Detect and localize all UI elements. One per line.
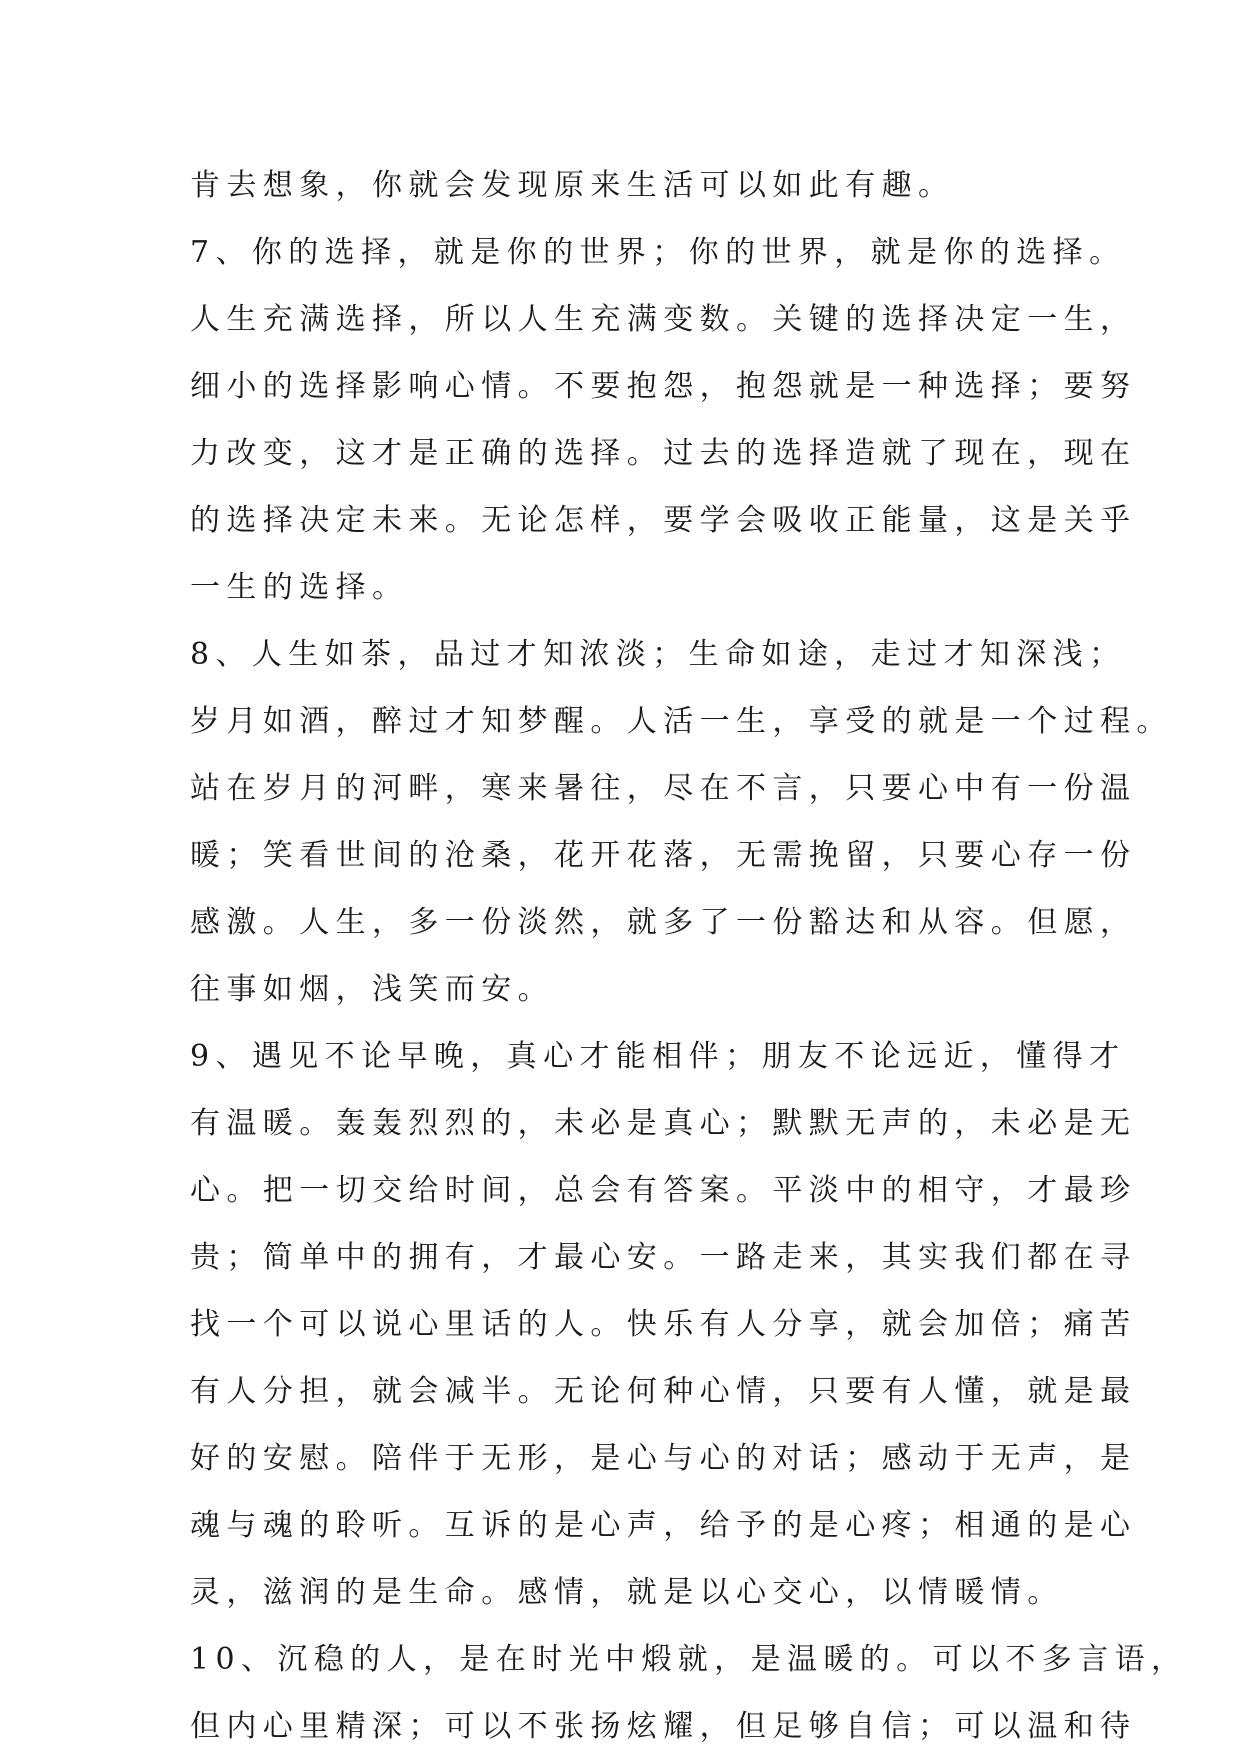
text-line: 站在岁月的河畔，寒来暑往，尽在不言，只要心中有一份温 <box>190 771 1137 806</box>
document-body <box>190 152 1188 1760</box>
text-line: 有温暖。轰轰烈烈的，未必是真心；默默无声的，未必是无 <box>190 1106 1137 1141</box>
text-line: 心。把一切交给时间，总会有答案。平淡中的相守，才最珍 <box>190 1173 1137 1208</box>
text-line: 10、沉稳的人，是在时光中煅就，是温暖的。可以不多言语， <box>190 1642 1188 1677</box>
text-line: 岁月如酒，醉过才知梦醒。人活一生，享受的就是一个过程。 <box>190 704 1173 739</box>
text-line: 的选择决定未来。无论怎样，要学会吸收正能量，这是关乎 <box>190 503 1137 538</box>
text-line: 往事如烟，浅笑而安。 <box>190 972 554 1007</box>
text-line: 找一个可以说心里话的人。快乐有人分享，就会加倍；痛苦 <box>190 1307 1137 1342</box>
text-line: 暖；笑看世间的沧桑，花开花落，无需挽留，只要心存一份 <box>190 838 1137 873</box>
text-line: 8、人生如茶，品过才知浓淡；生命如途，走过才知深浅； <box>190 637 1126 672</box>
text-line: 贵；简单中的拥有，才最心安。一路走来，其实我们都在寻 <box>190 1240 1137 1275</box>
text-line: 9、遇见不论早晚，真心才能相伴；朋友不论远近，懂得才 <box>190 1039 1126 1074</box>
text-line: 魂与魂的聆听。互诉的是心声，给予的是心疼；相通的是心 <box>190 1508 1137 1543</box>
text-line: 一生的选择。 <box>190 570 409 605</box>
text-line: 人生充满选择，所以人生充满变数。关键的选择决定一生， <box>190 302 1137 337</box>
text-line: 好的安慰。陪伴于无形，是心与心的对话；感动于无声，是 <box>190 1441 1137 1476</box>
text-line: 但内心里精深；可以不张扬炫耀，但足够自信；可以温和待 <box>190 1709 1137 1744</box>
text-line: 力改变，这才是正确的选择。过去的选择造就了现在，现在 <box>190 436 1137 471</box>
text-line: 有人分担，就会减半。无论何种心情，只要有人懂，就是最 <box>190 1374 1137 1409</box>
text-line: 肯去想象，你就会发现原来生活可以如此有趣。 <box>190 168 955 203</box>
text-line: 感激。人生，多一份淡然，就多了一份豁达和从容。但愿， <box>190 905 1137 940</box>
text-line: 灵，滋润的是生命。感情，就是以心交心，以情暖情。 <box>190 1575 1064 1610</box>
text-line: 7、你的选择，就是你的世界；你的世界，就是你的选择。 <box>190 235 1126 270</box>
text-line: 细小的选择影响心情。不要抱怨，抱怨就是一种选择；要努 <box>190 369 1137 404</box>
